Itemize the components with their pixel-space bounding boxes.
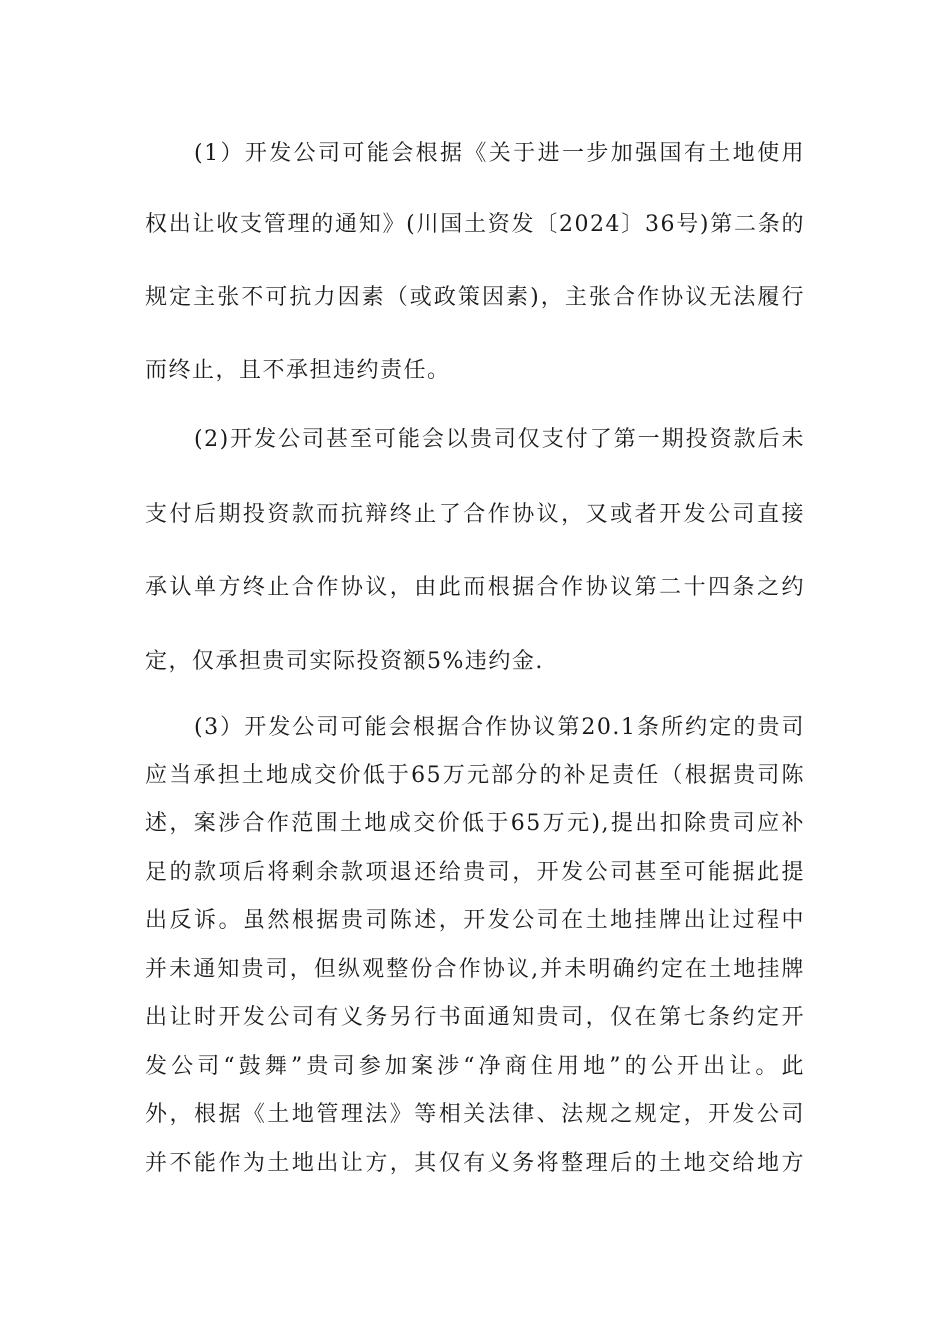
paragraph-3-line-10: 并不能作为土地出让方，其仅有义务将整理后的土地交给地方 xyxy=(145,1151,805,1176)
paragraph-3-line-6: 并未通知贵司，但纵观整份合作协议,并未明确约定在土地挂牌 xyxy=(145,957,805,982)
paragraph-3-line-3: 述，案涉合作范围土地成交价低于65万元),提出扣除贵司应补 xyxy=(145,811,805,836)
paragraph-3-line-9: 外，根据《土地管理法》等相关法律、法规之规定，开发公司 xyxy=(145,1102,805,1127)
paragraph-1-line-2: 权出让收支管理的通知》(川国土资发〔2024〕36号)第二条的 xyxy=(145,212,805,237)
paragraph-2-line-1: (2)开发公司甚至可能会以贵司仅支付了第一期投资款后未 xyxy=(194,427,805,452)
paragraph-3-line-5: 出反诉。虽然根据贵司陈述，开发公司在土地挂牌出让过程中 xyxy=(145,908,805,933)
paragraph-2-line-3: 承认单方终止合作协议，由此而根据合作协议第二十四条之约 xyxy=(145,575,805,600)
paragraph-1-line-1: (1）开发公司可能会根据《关于进一步加强国有土地使用 xyxy=(194,141,805,166)
paragraph-2-line-2: 支付后期投资款而抗辩终止了合作协议，又或者开发公司直接 xyxy=(145,502,805,527)
paragraph-2-line-4: 定，仅承担贵司实际投资额5%违约金. xyxy=(145,649,544,674)
paragraph-3-line-7: 出让时开发公司有义务另行书面通知贵司，仅在第七条约定开 xyxy=(145,1005,805,1030)
paragraph-3-line-8: 发公司“鼓舞”贵司参加案涉“净商住用地”的公开出让。此 xyxy=(145,1054,805,1079)
paragraph-3-line-2: 应当承担土地成交价低于65万元部分的补足责任（根据贵司陈 xyxy=(145,763,805,788)
paragraph-1-line-3: 规定主张不可抗力因素（或政策因素)，主张合作协议无法履行 xyxy=(145,285,805,310)
paragraph-3-line-1: (3）开发公司可能会根据合作协议第20.1条所约定的贵司 xyxy=(194,715,805,740)
paragraph-1-line-4: 而终止，且不承担违约责任。 xyxy=(145,358,451,383)
paragraph-3-line-4: 足的款项后将剩余款项退还给贵司，开发公司甚至可能据此提 xyxy=(145,860,805,885)
